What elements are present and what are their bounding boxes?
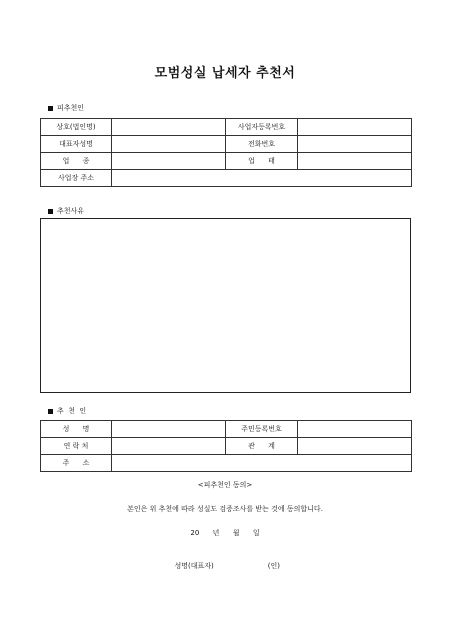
consent-statement: 본인은 위 추천에 따라 성실도 검증조사를 받는 것에 동의합니다. xyxy=(127,505,323,513)
phone-field[interactable] xyxy=(298,136,412,153)
business-name-field[interactable] xyxy=(112,119,226,136)
recommender-table xyxy=(40,420,412,472)
nominee-table xyxy=(40,118,412,187)
page-title: 모범성실 납세자 추천서 xyxy=(154,66,296,81)
table-row xyxy=(41,421,412,438)
resident-reg-no-field[interactable] xyxy=(298,421,412,438)
recommender-address-field[interactable] xyxy=(112,455,412,472)
label-business-reg-no: 사업자등록번호 xyxy=(226,119,298,136)
recommender-name-field[interactable] xyxy=(112,421,226,438)
signature-label: 성명(대표자) xyxy=(174,562,214,570)
seal-label: (인) xyxy=(267,562,280,570)
business-category-field[interactable] xyxy=(298,153,412,170)
label-address: 주 소 xyxy=(41,455,112,472)
table-row xyxy=(41,119,412,136)
table-row xyxy=(41,170,412,187)
section-header-reason xyxy=(48,206,84,216)
label-industry-type: 업 종 xyxy=(41,153,112,170)
label-phone: 전화번호 xyxy=(226,136,298,153)
label-resident-reg-no: 주민등록번호 xyxy=(226,421,298,438)
label-business-name: 상호(법인명) xyxy=(41,119,112,136)
label-name: 성 명 xyxy=(41,421,112,438)
square-bullet-icon xyxy=(48,106,53,111)
label-contact: 연 락 처 xyxy=(41,438,112,455)
section-header-nominee xyxy=(48,103,84,113)
label-business-address: 사업장 주소 xyxy=(41,170,112,187)
section-label-recommender: 추 천 인 xyxy=(57,407,87,415)
table-row xyxy=(41,455,412,472)
section-label-nominee: 피추천인 xyxy=(57,104,85,112)
relationship-field[interactable] xyxy=(298,438,412,455)
table-row xyxy=(41,136,412,153)
section-header-recommender xyxy=(48,406,86,416)
date-line: 20 년 월 일 xyxy=(190,529,260,537)
business-address-field[interactable] xyxy=(112,170,412,187)
section-label-reason: 추천사유 xyxy=(57,207,85,215)
representative-name-field[interactable] xyxy=(112,136,226,153)
table-row xyxy=(41,153,412,170)
square-bullet-icon xyxy=(48,409,53,414)
signature-line xyxy=(0,553,450,571)
table-row xyxy=(41,438,412,455)
industry-type-field[interactable] xyxy=(112,153,226,170)
label-relationship: 관 계 xyxy=(226,438,298,455)
label-business-category: 업 태 xyxy=(226,153,298,170)
business-reg-no-field[interactable] xyxy=(298,119,412,136)
recommendation-reason-field[interactable] xyxy=(40,218,411,393)
consent-heading: <피추천인 동의> xyxy=(197,481,253,489)
contact-field[interactable] xyxy=(112,438,226,455)
square-bullet-icon xyxy=(48,209,53,214)
label-representative-name: 대표자성명 xyxy=(41,136,112,153)
